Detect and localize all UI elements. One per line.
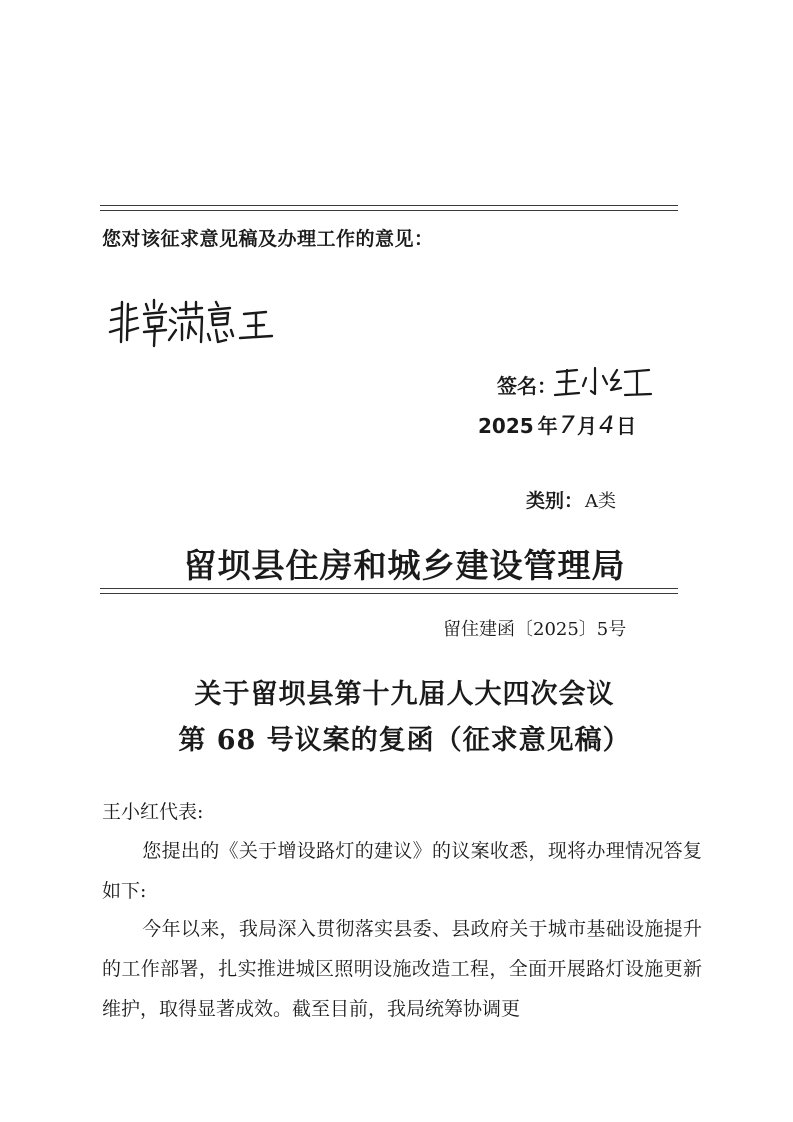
organization-name: 留坝县住房和城乡建设管理局 [183, 546, 626, 585]
body-paragraph-text: 今年以来，我局深入贯彻落实县委、县政府关于城市基础设施提升的工作部署，扎实推进城区照明设施改造工程，全面开展路灯设施更新维护，取得显著成效。截至目前，我局统筹协调更 [102, 918, 702, 1020]
feedback-prompt: 您对该征求意见稿及办理工作的意见： [102, 228, 434, 250]
top-double-rule [100, 205, 678, 211]
date-year-unit: 年 [537, 414, 558, 438]
date-month-unit: 月 [576, 414, 597, 438]
signature-date [478, 410, 636, 439]
handwritten-signature [553, 364, 653, 400]
body-paragraph [102, 831, 702, 911]
document-title-line-2: 第 68 号议案的复函（征求意见稿） [178, 725, 631, 756]
handwritten-comment [106, 296, 276, 348]
body-paragraph-text: 您提出的《关于增设路灯的建议》的议案收悉，现将办理情况答复如下: [102, 840, 702, 902]
date-day-unit: 日 [616, 414, 637, 438]
date-day: 4 [598, 411, 615, 439]
salutation: 王小红代表: [102, 801, 204, 823]
category-label: 类别： [526, 490, 584, 512]
date-month: 7 [559, 411, 575, 439]
body-paragraph [102, 909, 702, 1029]
signature-label: 签名： [497, 374, 557, 398]
document-number: 留住建函〔2025〕5号 [443, 619, 627, 640]
date-year: 2025 [478, 414, 534, 438]
category-value: A类 [585, 491, 617, 512]
document-title-line-1: 关于留坝县第十九届人大四次会议 [194, 679, 615, 710]
letterhead-double-rule [100, 588, 678, 594]
category-line [526, 486, 616, 513]
